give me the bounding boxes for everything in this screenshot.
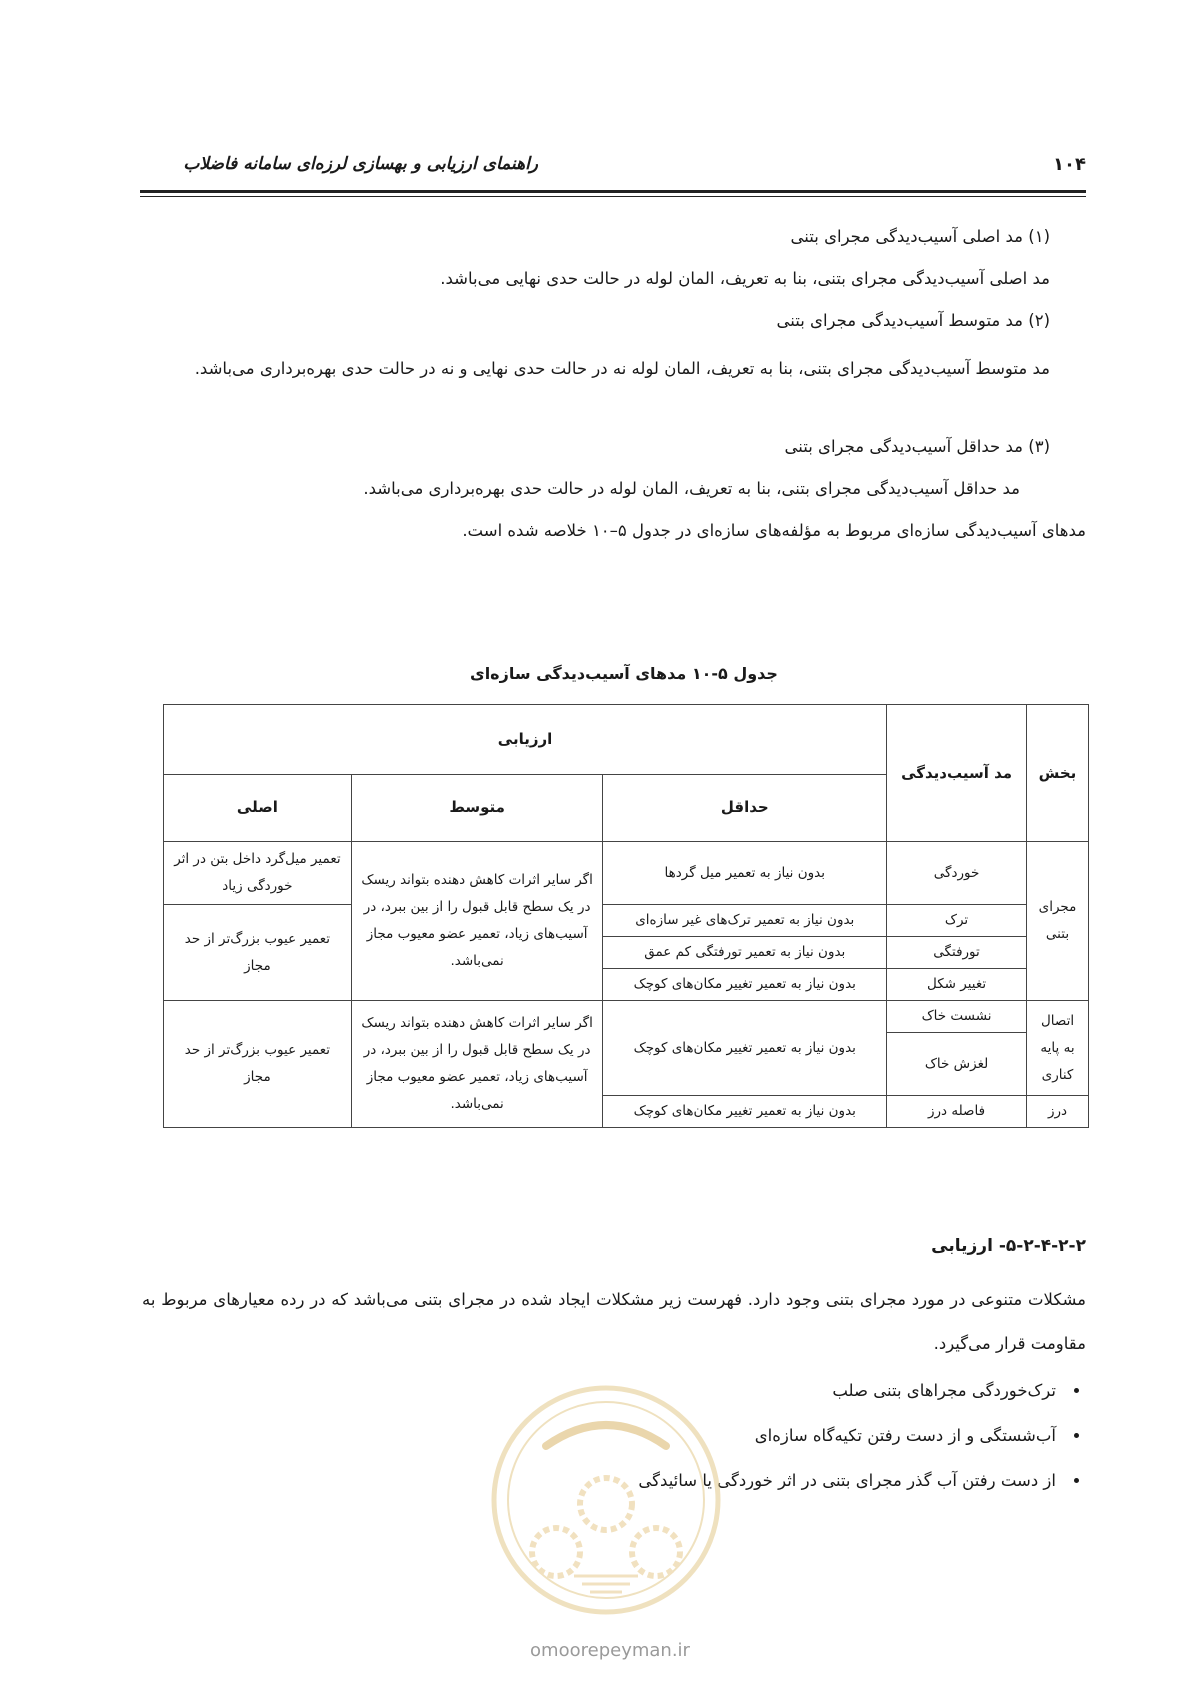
cell-crack-minimum: بدون نیاز به تعمیر ترک‌های غیر سازه‌ای xyxy=(603,905,887,937)
table-row xyxy=(164,1001,1089,1033)
seal-watermark-icon xyxy=(486,1380,726,1620)
cell-lateral-minimum: بدون نیاز به تعمیر تغییر مکان‌های کوچک xyxy=(603,1001,887,1096)
cell-section-concrete-conduit: مجرای بتنی xyxy=(1027,842,1089,1001)
cell-concrete-medium: اگر سایر اثرات کاهش دهنده بتواند ریسک در یک سطح قابل قبول را از بین ببرد، در آسیب‌های زیاد، تعمیر عضو معیوب مجاز نمی‌باشد. xyxy=(351,842,603,1001)
cell-joint-minimum: بدون نیاز به تعمیر تغییر مکان‌های کوچک xyxy=(603,1096,887,1128)
cell-mode-joint-gap: فاصله درز xyxy=(887,1096,1027,1128)
cell-corrosion-minimum: بدون نیاز به تعمیر میل گردها xyxy=(603,842,887,905)
cell-mode-settlement: نشست خاک xyxy=(887,1001,1027,1033)
mode-medium-text: مد متوسط آسیب‌دیدگی مجرای بتنی، بنا به تعریف، المان لوله نه در حالت حدی نهایی و نه در حالت حدی بهره‌برداری می‌باشد. xyxy=(194,359,1050,378)
cell-deformation-minimum: بدون نیاز به تعمیر تغییر مکان‌های کوچک xyxy=(603,969,887,1001)
table-reference-text: مدهای آسیب‌دیدگی سازه‌ای مربوط به مؤلفه‌های سازه‌ای در جدول ۵–۱۰ خلاصه شده است. xyxy=(462,521,1086,540)
table-caption: جدول ۵-۱۰ مدهای آسیب‌دیدگی سازه‌ای xyxy=(470,664,778,683)
header-evaluation: ارزیابی xyxy=(164,705,887,775)
header-rule-thin xyxy=(140,196,1086,197)
mode-minimum-heading: (۳) مد حداقل آسیب‌دیدگی مجرای بتنی xyxy=(784,437,1050,456)
list-item: • ترک‌خوردگی مجراهای بتنی صلب xyxy=(562,1368,1062,1413)
header-damage-mode: مد آسیب‌دیدگی xyxy=(887,705,1027,842)
header-section: بخش xyxy=(1027,705,1089,842)
cell-section-joint: درز xyxy=(1027,1096,1089,1128)
page-header xyxy=(140,146,1086,186)
cell-concrete-major-defects: تعمیر عیوب بزرگ‌تر از حد مجاز xyxy=(164,905,352,1001)
cell-mode-crack: ترک xyxy=(887,905,1027,937)
cell-mode-bulge: تورفتگی xyxy=(887,937,1027,969)
cell-mode-soil-slip: لغزش خاک xyxy=(887,1033,1027,1096)
mode-medium-heading: (۲) مد متوسط آسیب‌دیدگی مجرای بتنی xyxy=(776,311,1050,330)
damage-modes-table xyxy=(163,704,1089,1128)
mode-major-heading: (۱) مد اصلی آسیب‌دیدگی مجرای بتنی xyxy=(790,227,1050,246)
cell-bulge-minimum: بدون نیاز به تعمیر تورفتگی کم عمق xyxy=(603,937,887,969)
cell-section-lateral-connection: اتصال به پایه کناری xyxy=(1027,1001,1089,1096)
running-title: راهنمای ارزیابی و بهسازی لرزه‌ای سامانه فاضلاب xyxy=(183,154,538,174)
mode-major-text: مد اصلی آسیب‌دیدگی مجرای بتنی، بنا به تعریف، المان لوله در حالت حدی نهایی می‌باشد. xyxy=(440,269,1050,288)
site-watermark: omoorepeyman.ir xyxy=(530,1640,690,1661)
mode-minimum-text: مد حداقل آسیب‌دیدگی مجرای بتنی، بنا به تعریف، المان لوله در حالت حدی بهره‌برداری می‌باشد. xyxy=(363,479,1020,498)
table-row xyxy=(164,905,1089,937)
header-rule-thick xyxy=(140,190,1086,193)
header-major: اصلی xyxy=(164,774,352,842)
cell-mode-deformation: تغییر شکل xyxy=(887,969,1027,1001)
table-row xyxy=(164,842,1089,905)
cell-lateral-medium: اگر سایر اثرات کاهش دهنده بتواند ریسک در یک سطح قابل قبول را از بین ببرد، در آسیب‌های زیاد، تعمیر عضو معیوب مجاز نمی‌باشد. xyxy=(351,1001,603,1128)
header-medium: متوسط xyxy=(351,774,603,842)
section-paragraph: مشکلات متنوعی در مورد مجرای بتنی وجود دارد. فهرست زیر مشکلات ایجاد شده در مجرای بتنی می‌باشد که در رده معیارهای مربوط به مقاومت قرار می‌گیرد. xyxy=(142,1290,1086,1353)
cell-corrosion-major: تعمیر میل‌گرد داخل بتن در اثر خوردگی زیاد xyxy=(164,842,352,905)
cell-lateral-major: تعمیر عیوب بزرگ‌تر از حد مجاز xyxy=(164,1001,352,1128)
table-header-row xyxy=(164,705,1089,775)
page-number: ۱۰۴ xyxy=(1053,154,1086,175)
cell-mode-corrosion: خوردگی xyxy=(887,842,1027,905)
list-item: • آب‌شستگی و از دست رفتن تکیه‌گاه سازه‌ای xyxy=(562,1413,1062,1458)
header-minimum: حداقل xyxy=(603,774,887,842)
list-item: • از دست رفتن آب گذر مجرای بتنی در اثر خوردگی یا سائیدگی xyxy=(562,1458,1062,1503)
section-heading: ۵-۲-۴-۲-۲- ارزیابی xyxy=(931,1236,1086,1256)
